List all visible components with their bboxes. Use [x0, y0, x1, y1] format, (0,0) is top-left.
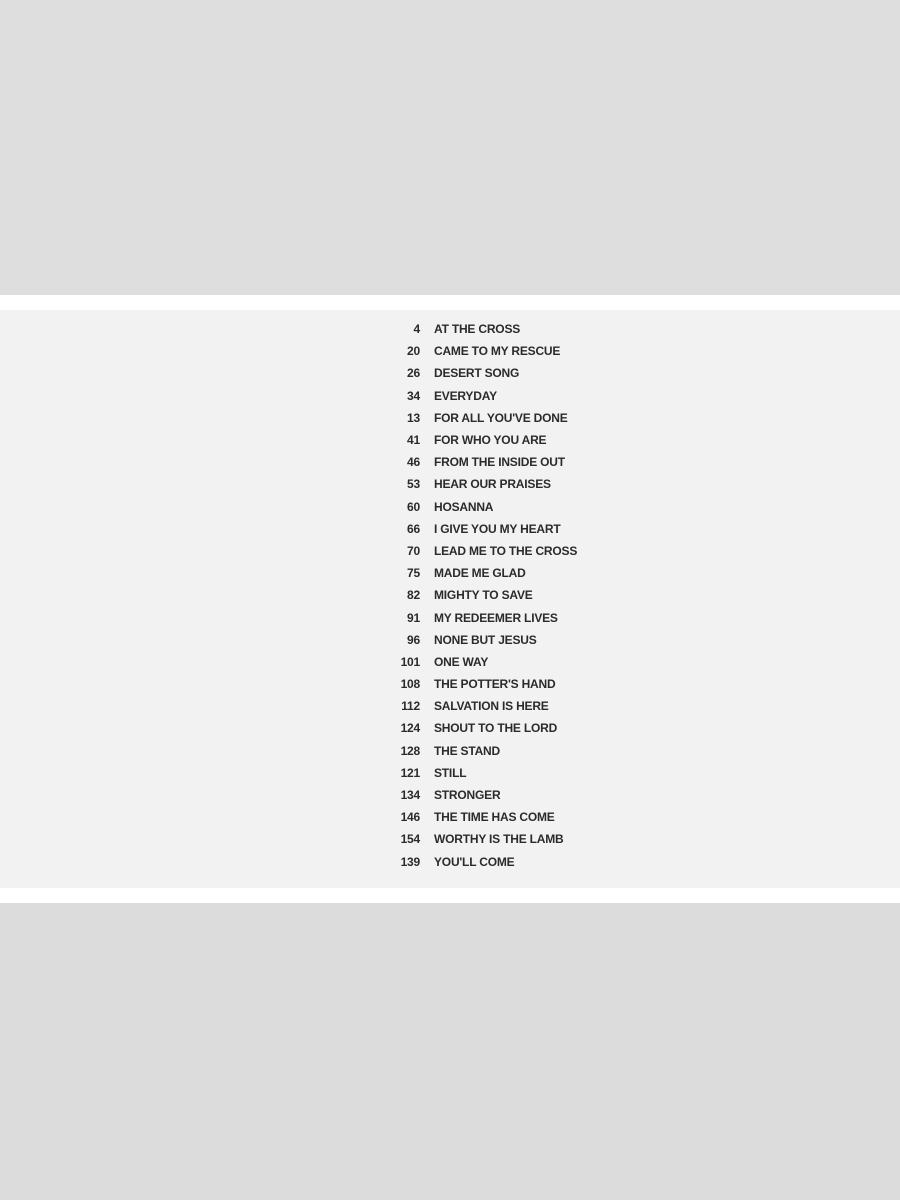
toc-page-number: 128 [400, 743, 420, 758]
toc-song-title: ONE WAY [434, 654, 489, 669]
toc-page-number: 154 [400, 832, 420, 847]
toc-entry [380, 385, 577, 407]
toc-entry [380, 673, 577, 695]
toc-page-number: 60 [407, 499, 420, 514]
toc-page-number: 26 [407, 366, 420, 381]
table-of-contents [380, 318, 577, 873]
toc-page-number: 20 [407, 344, 420, 359]
toc-entry [380, 362, 577, 384]
toc-song-title: DESERT SONG [434, 366, 520, 381]
toc-page-number: 121 [400, 765, 420, 780]
top-gray-band [0, 0, 900, 295]
toc-page-number: 75 [407, 566, 420, 581]
toc-page-number: 101 [400, 654, 420, 669]
toc-song-title: NONE BUT JESUS [434, 632, 537, 647]
toc-entry [380, 518, 577, 540]
toc-entry [380, 429, 577, 451]
toc-entry [380, 451, 577, 473]
toc-song-title: HEAR OUR PRAISES [434, 477, 551, 492]
toc-page-number: 4 [413, 322, 420, 337]
toc-song-title: AT THE CROSS [434, 322, 521, 337]
toc-entry [380, 806, 577, 828]
toc-song-title: YOU'LL COME [434, 854, 515, 869]
toc-song-title: EVERYDAY [434, 388, 497, 403]
toc-page-number: 70 [407, 543, 420, 558]
toc-page-number: 108 [400, 677, 420, 692]
toc-entry [380, 340, 577, 362]
toc-page-number: 34 [407, 388, 420, 403]
toc-page-number: 146 [400, 810, 420, 825]
toc-song-title: LEAD ME TO THE CROSS [434, 543, 578, 558]
toc-entry [380, 740, 577, 762]
toc-song-title: MADE ME GLAD [434, 566, 526, 581]
toc-entry [380, 407, 577, 429]
toc-song-title: I GIVE YOU MY HEART [434, 521, 561, 536]
toc-page-number: 91 [407, 610, 420, 625]
toc-entry [380, 828, 577, 850]
toc-song-title: MY REDEEMER LIVES [434, 610, 558, 625]
toc-song-title: STRONGER [434, 788, 501, 803]
toc-page-number: 139 [400, 854, 420, 869]
toc-song-title: THE POTTER'S HAND [434, 677, 556, 692]
toc-entry [380, 496, 577, 518]
toc-entry [380, 318, 577, 340]
toc-entry [380, 717, 577, 739]
toc-page-number: 124 [400, 721, 420, 736]
toc-song-title: CAME TO MY RESCUE [434, 344, 561, 359]
bottom-gray-band [0, 903, 900, 1200]
toc-song-title: HOSANNA [434, 499, 494, 514]
toc-page-number: 134 [400, 788, 420, 803]
toc-entry [380, 762, 577, 784]
toc-entry [380, 784, 577, 806]
toc-page-number: 13 [407, 410, 420, 425]
toc-entry [380, 584, 577, 606]
toc-page-number: 46 [407, 455, 420, 470]
toc-song-title: SHOUT TO THE LORD [434, 721, 558, 736]
toc-entry [380, 651, 577, 673]
toc-page-number: 112 [401, 699, 420, 714]
toc-entry [380, 562, 577, 584]
toc-page-number: 96 [407, 632, 420, 647]
toc-page-number: 82 [407, 588, 420, 603]
toc-entry [380, 851, 577, 873]
toc-page-number: 66 [407, 521, 420, 536]
toc-entry [380, 473, 577, 495]
toc-song-title: FOR WHO YOU ARE [434, 433, 547, 448]
toc-song-title: MIGHTY TO SAVE [434, 588, 533, 603]
toc-song-title: FOR ALL YOU'VE DONE [434, 410, 568, 425]
toc-song-title: FROM THE INSIDE OUT [434, 455, 565, 470]
toc-entry [380, 540, 577, 562]
toc-page-number: 41 [407, 433, 420, 448]
toc-entry [380, 629, 577, 651]
toc-song-title: THE STAND [434, 743, 500, 758]
toc-entry [380, 606, 577, 628]
toc-song-title: SALVATION IS HERE [434, 699, 549, 714]
toc-entry [380, 695, 577, 717]
toc-song-title: WORTHY IS THE LAMB [434, 832, 564, 847]
toc-page-number: 53 [407, 477, 420, 492]
toc-song-title: THE TIME HAS COME [434, 810, 555, 825]
toc-song-title: STILL [434, 765, 467, 780]
